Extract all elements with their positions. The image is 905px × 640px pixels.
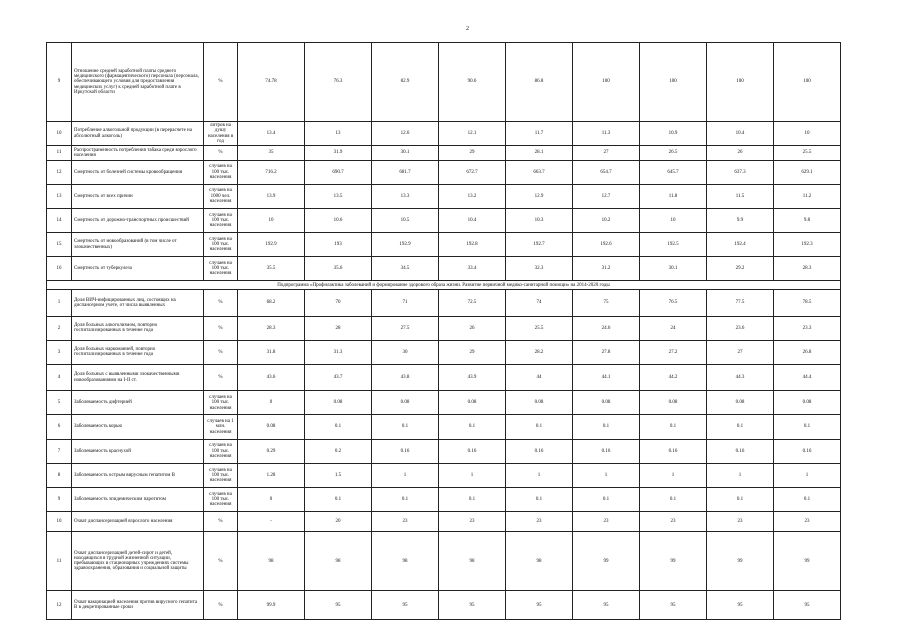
indicator-name: Заболеваемость корью xyxy=(72,415,204,439)
indicator-value: 35 xyxy=(238,146,305,160)
table-row xyxy=(47,257,841,281)
indicator-name: Заболеваемость дифтерией xyxy=(72,391,204,415)
indicator-value: 0.1 xyxy=(439,488,506,512)
indicator-name: Охват диспансеризацией взрослого населения xyxy=(72,512,204,532)
indicator-value: 192.9 xyxy=(372,233,439,257)
indicator-value: 645.7 xyxy=(640,160,707,184)
indicator-value: 10 xyxy=(640,208,707,232)
indicator-name: Доля больных наркоманией, повторно госпитализированных в течение года xyxy=(72,340,204,364)
indicator-value: 10.4 xyxy=(439,208,506,232)
unit-of-measure: случаев на 100 тыс. населения xyxy=(204,488,238,512)
row-number: 3 xyxy=(47,340,72,364)
table-row xyxy=(47,439,841,463)
table-row xyxy=(47,233,841,257)
unit-of-measure: случаев на 100 тыс. населения xyxy=(204,463,238,487)
unit-of-measure: случаев на 100 тыс. населения xyxy=(204,233,238,257)
unit-of-measure: случаев на 100 тыс. населения xyxy=(204,391,238,415)
indicator-value: 0.08 xyxy=(506,391,573,415)
row-number: 11 xyxy=(47,146,72,160)
table-row xyxy=(47,184,841,208)
indicator-value: 0.08 xyxy=(640,391,707,415)
indicator-value: 99.9 xyxy=(238,591,305,620)
indicator-value: 0.16 xyxy=(506,439,573,463)
table-row xyxy=(47,316,841,340)
indicator-value: 0.1 xyxy=(573,488,640,512)
indicator-value: 26.5 xyxy=(640,146,707,160)
unit-of-measure: литров на душу населения в год xyxy=(204,122,238,146)
indicator-value: 30.1 xyxy=(640,257,707,281)
indicator-value: 95 xyxy=(573,591,640,620)
indicator-value: 82.9 xyxy=(372,43,439,122)
indicator-value: 192.9 xyxy=(238,233,305,257)
indicator-value: 10 xyxy=(238,208,305,232)
indicator-value: 23 xyxy=(573,512,640,532)
indicator-value: 1 xyxy=(707,463,774,487)
table-row xyxy=(47,391,841,415)
indicator-value: 10.9 xyxy=(640,122,707,146)
indicator-value: 0.16 xyxy=(372,439,439,463)
indicator-value: 10 xyxy=(774,122,841,146)
indicators-table xyxy=(46,42,841,620)
indicator-value: 99 xyxy=(707,531,774,590)
indicator-value: 1 xyxy=(573,463,640,487)
row-number: 11 xyxy=(47,531,72,590)
indicator-value: 31.2 xyxy=(573,257,640,281)
indicator-value: 98 xyxy=(506,531,573,590)
indicator-value: 0.1 xyxy=(640,415,707,439)
indicator-value: 0 xyxy=(238,488,305,512)
indicator-name: Потребление алкогольной продукции (в перерасчете на абсолютный алкоголь) xyxy=(72,122,204,146)
indicator-value: 95 xyxy=(305,591,372,620)
indicators-table-body xyxy=(47,43,841,620)
indicator-value: 98 xyxy=(238,531,305,590)
indicator-value: 11.5 xyxy=(707,184,774,208)
unit-of-measure: случаев на 100 тыс. населения xyxy=(204,160,238,184)
row-number: 15 xyxy=(47,233,72,257)
indicator-value: 1 xyxy=(439,463,506,487)
table-row xyxy=(47,364,841,390)
indicator-value: 95 xyxy=(506,591,573,620)
indicator-value: 25.5 xyxy=(774,146,841,160)
indicator-value: 99 xyxy=(774,531,841,590)
indicator-value: 0.08 xyxy=(707,391,774,415)
indicator-value: 9.9 xyxy=(707,208,774,232)
indicator-value: 11.8 xyxy=(640,184,707,208)
indicator-value: 672.7 xyxy=(439,160,506,184)
indicator-value: 29.2 xyxy=(707,257,774,281)
indicator-name: Распространенность потребления табака среди взрослого населения xyxy=(72,146,204,160)
indicator-value: 192.6 xyxy=(573,233,640,257)
indicator-value: 0.1 xyxy=(573,415,640,439)
indicator-value: 9.8 xyxy=(774,208,841,232)
indicator-value: 10.4 xyxy=(707,122,774,146)
indicator-value: 86.8 xyxy=(506,43,573,122)
indicator-value: 0.1 xyxy=(372,415,439,439)
indicator-value: 23 xyxy=(707,512,774,532)
indicator-value: 74 xyxy=(506,290,573,316)
table-row xyxy=(47,512,841,532)
indicator-value: 27 xyxy=(573,146,640,160)
indicator-value: 10.5 xyxy=(372,208,439,232)
indicator-value: 28.1 xyxy=(506,146,573,160)
indicator-name: Смертность от болезней системы кровообращения xyxy=(72,160,204,184)
indicator-value: 11.2 xyxy=(774,184,841,208)
indicator-value: 44 xyxy=(506,364,573,390)
indicator-name: Заболеваемость краснухой xyxy=(72,439,204,463)
indicator-value: 13.5 xyxy=(305,184,372,208)
indicator-value: 98 xyxy=(439,531,506,590)
indicator-value: 26.8 xyxy=(774,340,841,364)
indicator-value: 70 xyxy=(305,290,372,316)
indicator-value: 76.5 xyxy=(640,290,707,316)
indicator-value: 27.8 xyxy=(573,340,640,364)
row-number: 9 xyxy=(47,43,72,122)
indicator-value: 13.3 xyxy=(372,184,439,208)
row-number: 8 xyxy=(47,463,72,487)
indicator-value: 0.08 xyxy=(439,391,506,415)
section-header-row xyxy=(47,281,841,290)
indicator-value: 0.16 xyxy=(640,439,707,463)
indicator-value: 31.8 xyxy=(238,340,305,364)
indicator-value: 95 xyxy=(774,591,841,620)
indicator-value: 13.4 xyxy=(238,122,305,146)
indicator-value: 12.7 xyxy=(573,184,640,208)
indicator-value: 0.1 xyxy=(774,415,841,439)
indicator-name: Заболеваемость острым вирусным гепатитом В xyxy=(72,463,204,487)
indicator-value: 637.3 xyxy=(707,160,774,184)
indicator-value: 78.5 xyxy=(774,290,841,316)
indicator-value: 100 xyxy=(707,43,774,122)
indicator-value: 44.1 xyxy=(573,364,640,390)
indicator-value: 100 xyxy=(573,43,640,122)
indicator-value: 1.5 xyxy=(305,463,372,487)
indicator-value: 23 xyxy=(774,512,841,532)
unit-of-measure: % xyxy=(204,364,238,390)
indicator-value: 23 xyxy=(372,512,439,532)
indicator-value: 95 xyxy=(439,591,506,620)
indicator-name: Смертность от дорожно-транспортных происшествий xyxy=(72,208,204,232)
indicator-value: 23 xyxy=(506,512,573,532)
indicator-value: 10.3 xyxy=(506,208,573,232)
indicator-value: 23 xyxy=(439,512,506,532)
indicator-value: 11.7 xyxy=(506,122,573,146)
indicator-value: 192.8 xyxy=(439,233,506,257)
indicator-value: 1 xyxy=(372,463,439,487)
indicator-value: 13.2 xyxy=(439,184,506,208)
indicator-value: 1 xyxy=(506,463,573,487)
unit-of-measure: % xyxy=(204,591,238,620)
indicator-value: 0.08 xyxy=(774,391,841,415)
indicator-value: 0.08 xyxy=(238,415,305,439)
indicator-value: 100 xyxy=(640,43,707,122)
table-row xyxy=(47,340,841,364)
indicator-value: 0.16 xyxy=(707,439,774,463)
row-number: 1 xyxy=(47,290,72,316)
indicator-name: Смертность от новообразований (в том числе от злокачественных) xyxy=(72,233,204,257)
indicator-value: 34.5 xyxy=(372,257,439,281)
indicator-name: Отношение средней заработной платы среднего медицинского (фармацевтического) персонала (персонала, обеспечивающего условия для предоставления медицинских услуг) к средней заработной плате в Иркутской области xyxy=(72,43,204,122)
row-number: 12 xyxy=(47,591,72,620)
indicator-name: Смертность от всех причин xyxy=(72,184,204,208)
indicator-value: 25.5 xyxy=(506,316,573,340)
unit-of-measure: случаев на 1 млн. населения xyxy=(204,415,238,439)
table-row xyxy=(47,531,841,590)
indicator-value: 0.1 xyxy=(774,488,841,512)
indicator-value: 74.78 xyxy=(238,43,305,122)
unit-of-measure: % xyxy=(204,43,238,122)
indicator-value: 0.08 xyxy=(372,391,439,415)
indicator-name: Доля больных алкоголизмом, повторно госпитализированных в течение года xyxy=(72,316,204,340)
indicator-value: 33.4 xyxy=(439,257,506,281)
row-number: 2 xyxy=(47,316,72,340)
row-number: 13 xyxy=(47,184,72,208)
indicator-value: 95 xyxy=(372,591,439,620)
indicator-value: 90.6 xyxy=(439,43,506,122)
section-header: Подпрограмма «Профилактика заболеваний и формирование здорового образа жизни. Развитие первичной медико-санитарной помощи» на 2014-2020 годы xyxy=(47,281,841,290)
indicator-name: Охват вакцинацией населения против вирусного гепатита В в декретированные сроки xyxy=(72,591,204,620)
row-number: 12 xyxy=(47,160,72,184)
indicator-value: 24 xyxy=(640,316,707,340)
indicator-value: 44.4 xyxy=(774,364,841,390)
indicator-value: 192.7 xyxy=(506,233,573,257)
unit-of-measure: случаев на 1000 чел. населения xyxy=(204,184,238,208)
indicator-value: 30.1 xyxy=(372,146,439,160)
row-number: 14 xyxy=(47,208,72,232)
indicator-value: 26 xyxy=(707,146,774,160)
indicator-value: 654.7 xyxy=(573,160,640,184)
indicator-value: 192.4 xyxy=(707,233,774,257)
indicator-value: 24.6 xyxy=(573,316,640,340)
row-number: 7 xyxy=(47,439,72,463)
table-row xyxy=(47,43,841,122)
indicator-value: 0.16 xyxy=(439,439,506,463)
row-number: 16 xyxy=(47,257,72,281)
row-number: 4 xyxy=(47,364,72,390)
indicator-value: 44.3 xyxy=(707,364,774,390)
indicator-value: 43.8 xyxy=(372,364,439,390)
indicator-value: 23.3 xyxy=(774,316,841,340)
row-number: 10 xyxy=(47,512,72,532)
indicator-value: 0.08 xyxy=(305,391,372,415)
indicator-value: 20 xyxy=(305,512,372,532)
indicator-value: 10.6 xyxy=(305,208,372,232)
indicator-value: 192.5 xyxy=(640,233,707,257)
indicator-value: 12.9 xyxy=(506,184,573,208)
indicator-value: 43.9 xyxy=(439,364,506,390)
indicator-value: 716.2 xyxy=(238,160,305,184)
indicator-value: 95 xyxy=(707,591,774,620)
indicator-value: 681.7 xyxy=(372,160,439,184)
unit-of-measure: % xyxy=(204,146,238,160)
indicator-value: 30 xyxy=(372,340,439,364)
indicator-value: 0.16 xyxy=(573,439,640,463)
indicator-value: 32.3 xyxy=(506,257,573,281)
indicator-value: 0.1 xyxy=(640,488,707,512)
unit-of-measure: % xyxy=(204,531,238,590)
indicator-name: Смертность от туберкулеза xyxy=(72,257,204,281)
indicator-value: 0.1 xyxy=(506,415,573,439)
indicator-value: 98 xyxy=(305,531,372,590)
indicator-value: 98 xyxy=(372,531,439,590)
indicator-name: Доля больных с выявленными злокачественными новообразованиями на I-II ст. xyxy=(72,364,204,390)
indicator-name: Охват диспансеризацией детей-сирот и детей, находящихся в трудной жизненной ситуации, пребывающих в стационарных учреждениях системы здравоохранения, образования и социальной защиты xyxy=(72,531,204,590)
unit-of-measure: % xyxy=(204,290,238,316)
indicator-value: 100 xyxy=(774,43,841,122)
indicator-value: 0.1 xyxy=(707,415,774,439)
indicator-value: 0.1 xyxy=(506,488,573,512)
indicator-value: 13 xyxy=(305,122,372,146)
indicator-value: 0.1 xyxy=(305,488,372,512)
indicator-value: 192.3 xyxy=(774,233,841,257)
indicator-value: 75 xyxy=(573,290,640,316)
table-row xyxy=(47,160,841,184)
table-row xyxy=(47,122,841,146)
unit-of-measure: % xyxy=(204,316,238,340)
indicator-value: 68.2 xyxy=(238,290,305,316)
indicator-value: 0.1 xyxy=(439,415,506,439)
table-row xyxy=(47,208,841,232)
table-row xyxy=(47,463,841,487)
indicator-value: 11.3 xyxy=(573,122,640,146)
row-number: 10 xyxy=(47,122,72,146)
unit-of-measure: случаев на 100 тыс. населения xyxy=(204,208,238,232)
indicator-value: 0.1 xyxy=(707,488,774,512)
indicator-value: 28.3 xyxy=(238,316,305,340)
indicator-value: 1 xyxy=(640,463,707,487)
indicator-value: 72.5 xyxy=(439,290,506,316)
table-row xyxy=(47,146,841,160)
indicator-value: 29 xyxy=(439,146,506,160)
indicator-value: 99 xyxy=(640,531,707,590)
table-row xyxy=(47,488,841,512)
indicator-value: 12.6 xyxy=(372,122,439,146)
table-row xyxy=(47,290,841,316)
indicator-value: 76.3 xyxy=(305,43,372,122)
indicator-value: 23 xyxy=(640,512,707,532)
indicator-value: 26 xyxy=(439,316,506,340)
indicator-value: 27.2 xyxy=(640,340,707,364)
indicator-name: Доля ВИЧ-инфицированных лиц, состоящих на диспансерном учете, от числа выявленных xyxy=(72,290,204,316)
indicator-value: 0.1 xyxy=(305,415,372,439)
page-number: 2 xyxy=(466,26,469,32)
indicator-value: 99 xyxy=(573,531,640,590)
indicator-value: 44.2 xyxy=(640,364,707,390)
indicator-value: 0.1 xyxy=(372,488,439,512)
indicator-value: 0.16 xyxy=(774,439,841,463)
indicator-value: 77.5 xyxy=(707,290,774,316)
indicator-value: 0.29 xyxy=(238,439,305,463)
indicator-value: 71 xyxy=(372,290,439,316)
row-number: 6 xyxy=(47,415,72,439)
indicator-value: 0.2 xyxy=(305,439,372,463)
indicator-value: 10.2 xyxy=(573,208,640,232)
indicator-value: 31.3 xyxy=(305,340,372,364)
indicator-value: 31.9 xyxy=(305,146,372,160)
table-row xyxy=(47,591,841,620)
indicator-value: 28.3 xyxy=(774,257,841,281)
indicator-value: 27 xyxy=(707,340,774,364)
indicator-value: 23.6 xyxy=(707,316,774,340)
indicator-value: 43.6 xyxy=(238,364,305,390)
indicator-value: 690.7 xyxy=(305,160,372,184)
indicator-value: 0.08 xyxy=(573,391,640,415)
indicator-value: - xyxy=(238,512,305,532)
unit-of-measure: % xyxy=(204,512,238,532)
indicator-value: 663.7 xyxy=(506,160,573,184)
indicator-value: 1 xyxy=(774,463,841,487)
indicator-value: 35.6 xyxy=(305,257,372,281)
unit-of-measure: % xyxy=(204,340,238,364)
indicator-value: 27.5 xyxy=(372,316,439,340)
unit-of-measure: случаев на 100 тыс. населения xyxy=(204,439,238,463)
indicator-value: 629.1 xyxy=(774,160,841,184)
row-number: 9 xyxy=(47,488,72,512)
indicator-value: 29 xyxy=(439,340,506,364)
indicator-value: 28 xyxy=(305,316,372,340)
indicator-value: 28.2 xyxy=(506,340,573,364)
indicator-value: 0 xyxy=(238,391,305,415)
table-row xyxy=(47,415,841,439)
indicator-name: Заболеваемость эпидемическим паротитом xyxy=(72,488,204,512)
indicator-value: 193 xyxy=(305,233,372,257)
row-number: 5 xyxy=(47,391,72,415)
indicator-value: 13.9 xyxy=(238,184,305,208)
indicator-value: 35.5 xyxy=(238,257,305,281)
indicator-value: 1.28 xyxy=(238,463,305,487)
indicator-value: 12.1 xyxy=(439,122,506,146)
indicator-value: 43.7 xyxy=(305,364,372,390)
unit-of-measure: случаев на 100 тыс. населения xyxy=(204,257,238,281)
indicator-value: 95 xyxy=(640,591,707,620)
